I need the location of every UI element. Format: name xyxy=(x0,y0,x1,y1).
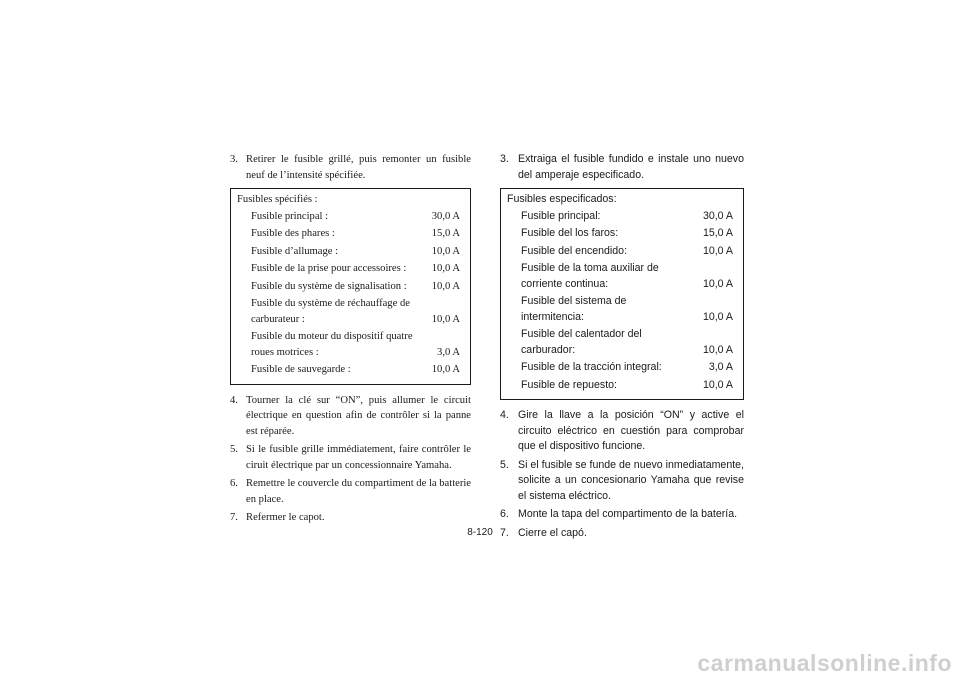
fuse-value: 10,0 A xyxy=(431,245,460,257)
step-number: 5. xyxy=(500,458,509,471)
fuse-value: 10,0 A xyxy=(431,313,460,325)
step-text: Monte la tapa del compartimento de la batería. xyxy=(518,508,738,520)
fuse-name: Fusible principal : xyxy=(251,210,329,222)
step-6 xyxy=(500,507,744,523)
fuse-spec-box xyxy=(500,188,744,400)
spanish-column xyxy=(500,152,744,544)
fuse-value: 10,0 A xyxy=(702,378,733,391)
step-number: 3. xyxy=(230,154,238,165)
fuse-row xyxy=(507,261,733,292)
step-3 xyxy=(500,152,744,183)
fuse-name: Fusible del sistema de intermitencia: xyxy=(521,295,627,323)
fuse-name: Fusible del encendido: xyxy=(521,244,628,257)
fuse-name: Fusible de la tracción integral: xyxy=(521,361,662,373)
step-6 xyxy=(230,476,471,507)
fuse-name: Fusible du système de réchauffage de carburateur : xyxy=(251,298,410,325)
step-text: Si el fusible se funde de nuevo inmediatamente, solicite a un concesionario Yamaha que revise el sistema eléctrico. xyxy=(518,458,744,502)
fuse-value: 10,0 A xyxy=(431,364,460,375)
fuse-box-title: Fusibles spécifiés : xyxy=(237,194,318,205)
fuse-value: 3,0 A xyxy=(437,346,460,358)
fuse-row xyxy=(507,294,733,325)
fuse-value: 10,0 A xyxy=(702,310,733,323)
step-text: Retirer le fusible grillé, puis remonter un fusible neuf de l’intensité spécifiée. xyxy=(246,154,471,181)
step-text: Gire la llave a la posición “ON” y active el circuito eléctrico en cuestión para comprobar que el dispositivo funcione. xyxy=(518,409,744,452)
fuse-row xyxy=(237,261,460,277)
step-text: Remettre le couvercle du compartiment de la batterie en place. xyxy=(246,478,472,505)
step-number: 5. xyxy=(230,444,238,455)
french-column xyxy=(230,152,471,529)
step-number: 3. xyxy=(500,153,509,165)
step-number: 6. xyxy=(230,478,238,489)
step-7 xyxy=(230,510,471,526)
fuse-value: 10,0 A xyxy=(702,244,733,257)
fuse-row xyxy=(507,327,733,358)
step-4 xyxy=(230,393,471,440)
step-3 xyxy=(230,152,471,183)
fuse-name: Fusible principal: xyxy=(521,209,601,222)
step-text: Extraiga el fusible fundido e instale uno nuevo del amperaje especificado. xyxy=(518,153,744,181)
fuse-name: Fusible du moteur du dispositif quatre roues motrices : xyxy=(251,331,413,358)
fuse-value: 10,0 A xyxy=(431,263,460,274)
fuse-name: Fusible del calentador del carburador: xyxy=(521,328,642,356)
fuse-value: 10,0 A xyxy=(431,280,460,292)
fuse-row xyxy=(237,279,460,295)
step-number: 6. xyxy=(500,508,509,520)
fuse-value: 10,0 A xyxy=(702,343,733,356)
fuse-name: Fusible de repuesto: xyxy=(521,378,617,391)
fuse-name: Fusible du système de signalisation : xyxy=(251,280,407,292)
watermark[interactable]: carmanualsonline.info xyxy=(697,650,952,676)
fuse-name: Fusible de la prise pour accessoires : xyxy=(251,263,407,274)
step-7 xyxy=(500,526,744,542)
fuse-row xyxy=(237,226,460,242)
fuse-row xyxy=(507,209,733,225)
fuse-name: Fusible de sauvegarde : xyxy=(251,364,351,375)
fuse-row xyxy=(507,226,733,242)
fuse-value: 15,0 A xyxy=(431,228,460,239)
step-number: 7. xyxy=(500,526,509,539)
steps-after xyxy=(230,393,471,526)
fuse-value: 3,0 A xyxy=(708,361,733,373)
step-text: Cierre el capó. xyxy=(518,526,587,539)
fuse-row xyxy=(237,296,460,327)
fuse-name: Fusible d’allumage : xyxy=(251,245,339,257)
fuse-row xyxy=(237,362,460,378)
fuse-row xyxy=(237,209,460,225)
fuse-spec-box xyxy=(230,188,471,385)
fuse-row xyxy=(507,378,733,394)
fuse-name: Fusible des phares : xyxy=(251,228,335,239)
step-text: Si le fusible grille immédiatement, faire contrôler le ciruit électrique par un concessionnaire Yamaha. xyxy=(246,444,471,471)
fuse-value: 15,0 A xyxy=(702,227,733,239)
fuse-row xyxy=(507,244,733,260)
fuse-box-title: Fusibles especificados: xyxy=(507,193,617,205)
fuse-name: Fusible del los faros: xyxy=(521,227,619,239)
fuse-name: Fusible de la toma auxiliar de corriente continua: xyxy=(521,262,659,290)
page-number: 8-120 xyxy=(467,527,493,538)
fuse-row xyxy=(237,244,460,260)
fuse-value: 30,0 A xyxy=(431,210,460,222)
fuse-value: 10,0 A xyxy=(702,277,733,290)
step-5 xyxy=(500,458,744,505)
steps-after xyxy=(500,408,744,541)
step-text: Refermer le capot. xyxy=(246,512,325,523)
step-4 xyxy=(500,408,744,455)
fuse-row xyxy=(237,329,460,360)
fuse-row xyxy=(507,360,733,376)
step-5 xyxy=(230,442,471,473)
fuse-value: 30,0 A xyxy=(702,209,733,222)
step-number: 7. xyxy=(230,512,238,523)
step-number: 4. xyxy=(230,394,238,406)
step-number: 4. xyxy=(500,409,509,421)
step-text: Tourner la clé sur “ON”, puis allumer le circuit électrique en question afin de contrôler si la panne est réparée. xyxy=(246,394,471,437)
